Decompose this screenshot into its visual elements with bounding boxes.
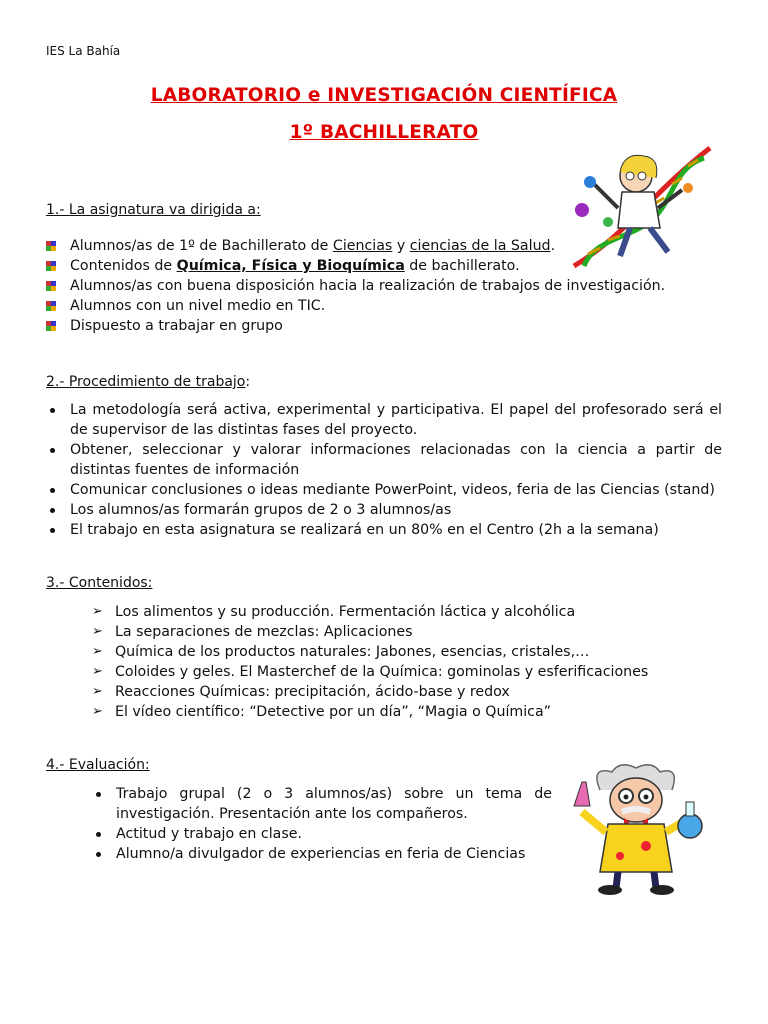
- section3-list: [92, 602, 692, 722]
- bullet-dot-icon: [96, 852, 101, 857]
- item-text: Alumnos/as de 1º de Bachillerato de: [70, 238, 333, 254]
- list-item: [92, 844, 552, 864]
- item-text: Coloides y geles. El Masterchef de la Química: gominolas y esferificaciones: [115, 664, 649, 680]
- item-text: Comunicar conclusiones o ideas mediante PowerPoint, videos, feria de las Ciencias (stand): [70, 482, 715, 498]
- mad-scientist-illustration: [560, 760, 710, 896]
- arrowhead-bullet-icon: ➢: [92, 604, 103, 619]
- list-item: [92, 642, 692, 662]
- section2-heading-text: 2.- Procedimiento de trabajo: [46, 374, 246, 390]
- section4-list: [92, 784, 552, 864]
- bullet-dot-icon: [50, 528, 55, 533]
- flag-bullet-icon: [46, 281, 56, 291]
- list-item: [92, 602, 692, 622]
- bold-subjects: Química, Física y Bioquímica: [176, 258, 405, 274]
- list-item: [46, 296, 686, 316]
- flag-bullet-icon: [46, 301, 56, 311]
- item-text: Actitud y trabajo en clase.: [116, 826, 302, 842]
- list-item: [46, 276, 686, 296]
- item-text: Los alumnos/as formarán grupos de 2 o 3 alumnos/as: [70, 502, 452, 518]
- arrowhead-bullet-icon: ➢: [92, 684, 103, 699]
- item-text: Los alimentos y su producción. Fermentación láctica y alcohólica: [115, 604, 576, 620]
- item-text: Química de los productos naturales: Jabones, esencias, cristales,…: [115, 644, 590, 660]
- list-item: [92, 682, 692, 702]
- item-text: El vídeo científico: “Detective por un día”, “Magia o Química”: [115, 704, 552, 720]
- list-item: [92, 622, 692, 642]
- bullet-dot-icon: [50, 488, 55, 493]
- school-header: IES La Bahía: [46, 44, 121, 58]
- section1-heading: 1.- La asignatura va dirigida a:: [46, 202, 261, 218]
- link-ciencias-salud: ciencias de la Salud: [409, 238, 551, 254]
- list-item: [46, 316, 686, 336]
- arrowhead-bullet-icon: ➢: [92, 624, 103, 639]
- list-item: [92, 784, 552, 824]
- list-item: [46, 520, 722, 540]
- scientist-dna-illustration: [564, 128, 716, 270]
- bullet-dot-icon: [50, 448, 55, 453]
- item-text: El trabajo en esta asignatura se realizará en un 80% en el Centro (2h a la semana): [70, 522, 659, 538]
- heading-colon: :: [245, 374, 251, 390]
- arrowhead-bullet-icon: ➢: [92, 644, 103, 659]
- list-item: [46, 440, 722, 480]
- section2-list: [46, 400, 722, 540]
- bullet-dot-icon: [50, 408, 55, 413]
- flag-bullet-icon: [46, 321, 56, 331]
- item-text: y: [392, 238, 410, 254]
- item-text: Dispuesto a trabajar en grupo: [70, 318, 283, 334]
- document-title: LABORATORIO e INVESTIGACIÓN CIENTÍFICA: [150, 85, 618, 106]
- section3-heading: 3.- Contenidos:: [46, 575, 153, 591]
- item-text: Alumno/a divulgador de experiencias en feria de Ciencias: [116, 846, 526, 862]
- item-text: .: [550, 238, 556, 254]
- item-text: de bachillerato.: [404, 258, 520, 274]
- item-text: La separaciones de mezclas: Aplicaciones: [115, 624, 413, 640]
- section2-heading: [46, 374, 250, 390]
- list-item: [46, 400, 722, 440]
- section4-heading: 4.- Evaluación:: [46, 757, 150, 773]
- flag-bullet-icon: [46, 241, 56, 251]
- item-text: La metodología será activa, experimental y participativa. El papel del profesorado será el de supervisor de las distintas fases del proyecto.: [70, 402, 722, 438]
- list-item: [92, 824, 552, 844]
- item-text: Trabajo grupal (2 o 3 alumnos/as) sobre un tema de investigación. Presentación ante los compañeros.: [116, 786, 552, 822]
- list-item: [92, 662, 692, 682]
- document-subtitle: 1º BACHILLERATO: [289, 122, 479, 143]
- bullet-dot-icon: [96, 792, 101, 797]
- item-text: Reacciones Químicas: precipitación, ácido-base y redox: [115, 684, 510, 700]
- link-ciencias: Ciencias: [332, 238, 393, 254]
- item-text: Contenidos de: [70, 258, 177, 274]
- bullet-dot-icon: [96, 832, 101, 837]
- arrowhead-bullet-icon: ➢: [92, 704, 103, 719]
- flag-bullet-icon: [46, 261, 56, 271]
- arrowhead-bullet-icon: ➢: [92, 664, 103, 679]
- item-text: Alumnos con un nivel medio en TIC.: [70, 298, 326, 314]
- item-text: Obtener, seleccionar y valorar informaciones relacionadas con la ciencia a partir de distintas fuentes de información: [70, 442, 722, 478]
- list-item: [46, 500, 722, 520]
- item-text: Alumnos/as con buena disposición hacia la realización de trabajos de investigación.: [70, 278, 666, 294]
- list-item: [46, 480, 722, 500]
- list-item: [92, 702, 692, 722]
- bullet-dot-icon: [50, 508, 55, 513]
